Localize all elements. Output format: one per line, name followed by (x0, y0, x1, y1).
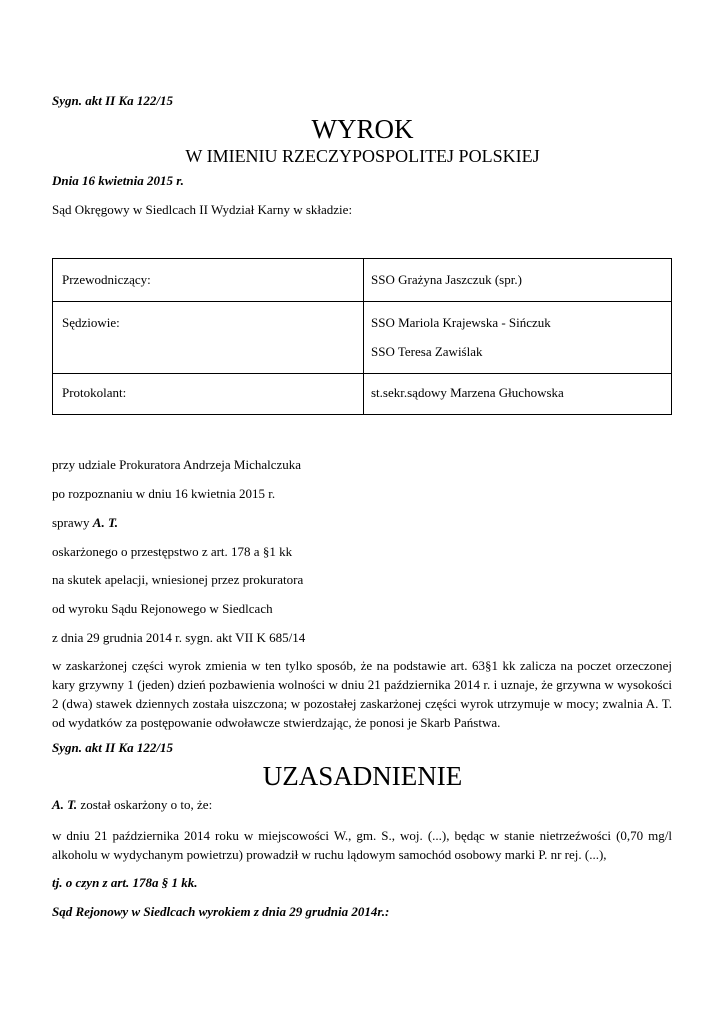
offense-line: tj. o czyn z art. 178a § 1 kk. (52, 875, 198, 890)
table-column-divider (363, 259, 364, 414)
body-line: na skutek apelacji, wniesionej przez prokuratora (52, 572, 304, 587)
judge-name: SSO Teresa Zawiślak (371, 344, 483, 359)
role-presiding: Przewodniczący: (62, 272, 151, 287)
defendant-name: A. T. (92, 515, 118, 530)
case-of-line (52, 514, 118, 531)
first-instance-line: Sąd Rejonowy w Siedlcach wyrokiem z dnia 29 grudnia 2014r.: (52, 904, 390, 919)
body-line: oskarżonego o przestępstwo z art. 178 a §1 kk (52, 544, 293, 559)
judge-name: SSO Mariola Krajewska - Sińczuk (371, 315, 551, 330)
charged-text: został oskarżony o to, że: (80, 797, 213, 812)
charge-paragraph: w dniu 21 października 2014 roku w miejscowości W., gm. S., woj. (...), będąc w stanie nietrzeźwości (0,70 mg/l alkoholu w wydychanym powietrzu) prowadził w ruchu lądowym samochód osobowy marki P. nr rej. (...), (52, 828, 672, 862)
clerk-name: st.sekr.sądowy Marzena Głuchowska (371, 385, 564, 400)
body-line: po rozpoznaniu w dniu 16 kwietnia 2015 r. (52, 486, 276, 501)
justification-title: UZASADNIENIE (262, 761, 463, 791)
case-number: Sygn. akt II Ka 122/15 (52, 93, 173, 108)
court-panel-table (52, 258, 672, 415)
role-clerk: Protokolant: (62, 385, 127, 400)
body-line: z dnia 29 grudnia 2014 r. sygn. akt VII K 685/14 (52, 630, 306, 645)
court-composition-line: Sąd Okręgowy w Siedlcach II Wydział Karny w składzie: (52, 202, 353, 217)
table-row-divider (53, 373, 671, 374)
document-title: WYROK (311, 114, 414, 144)
body-line: przy udziale Prokuratora Andrzeja Michalczuka (52, 457, 302, 472)
role-judges: Sędziowie: (62, 315, 120, 330)
table-row-divider (53, 301, 671, 302)
body-line: od wyroku Sądu Rejonowego w Siedlcach (52, 601, 273, 616)
justification-case-number: Sygn. akt II Ka 122/15 (52, 740, 173, 755)
document-subtitle: W IMIENIU RZECZYPOSPOLITEJ POLSKIEJ (185, 146, 540, 166)
presiding-judge-name: SSO Grażyna Jaszczuk (spr.) (371, 272, 522, 287)
case-of-label: sprawy (52, 515, 90, 530)
charged-line (52, 796, 212, 813)
defendant-name: A. T. (52, 797, 78, 812)
judgment-date: Dnia 16 kwietnia 2015 r. (52, 173, 184, 188)
verdict-paragraph: w zaskarżonej części wyrok zmienia w ten tylko sposób, że na podstawie art. 63§1 kk zalicza na poczet orzeczonej kary grzywny 1 (jeden) dzień pozbawienia wolności w dniu 21 października 2014 r. i uznaje, że grzywna w wysokości 2 (dwa) stawek dziennych została uiszczona; w pozostałej zaskarżonej części wyrok utrzymuje w mocy; zwalnia A. T. od wydatków za postępowanie odwoławcze stwierdzając, że ponosi je Skarb Państwa. (52, 658, 672, 730)
